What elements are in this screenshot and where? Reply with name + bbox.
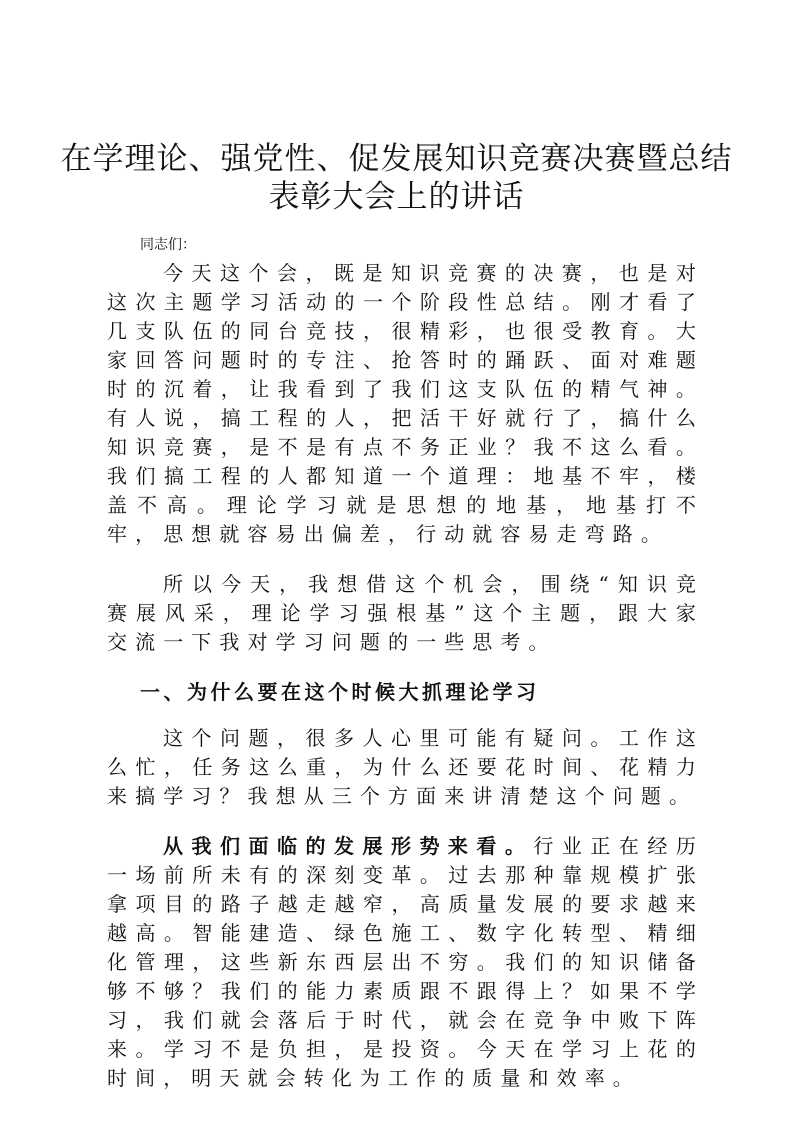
paragraph-opening: 今天这个会，既是知识竞赛的决赛，也是对这次主题学习活动的一个阶段性总结。刚才看了几支队伍的同台竞技，很精彩，也很受教育。大家回答问题时的专注、抢答时的踊跃、面对难题时的沉着，让我看到了我们这支队伍的精气神。有人说，搞工程的人，把活干好就行了，搞什么知识竞赛，是不是有点不务正业？我不这么看。我们搞工程的人都知道一个道理：地基不牢，楼盖不高。理论学习就是思想的地基，地基打不牢，思想就容易出偏差，行动就容易走弯路。	[107, 261, 704, 546]
paragraph-point-1	[107, 832, 704, 1093]
paragraph-section-intro: 这个问题，很多人心里可能有疑问。工作这么忙，任务这么重，为什么还要花时间、花精力来搞学习？我想从三个方面来讲清楚这个问题。	[107, 726, 704, 808]
document-body	[107, 259, 704, 1114]
section-heading: 一、为什么要在这个时候大抓理论学习	[140, 680, 540, 704]
paragraph-theme: 所以今天，我想借这个机会，围绕“知识竞赛展风采，理论学习强根基”这个主题，跟大家交流一下我对学习问题的一些思考。	[107, 572, 704, 654]
document-title: 在学理论、强党性、促发展知识竞赛决赛暨总结表彰大会上的讲话	[60, 141, 733, 215]
point-text: 行业正在经历一场前所未有的深刻变革。过去那种靠规模扩张拿项目的路子越走越窄，高质量发展的要求越来越高。智能建造、绿色施工、数字化转型、精细化管理，这些新东西层出不穷。我们的知识储备够不够？我们的能力素质跟不跟得上？如果不学习，我们就会落后于时代，就会在竞争中败下阵来。学习不是负担，是投资。今天在学习上花的时间，明天就会转化为工作的质量和效率。	[107, 834, 704, 1090]
point-lead: 从我们面临的发展形势来看。	[163, 834, 534, 858]
greeting: 同志们：	[140, 237, 196, 253]
